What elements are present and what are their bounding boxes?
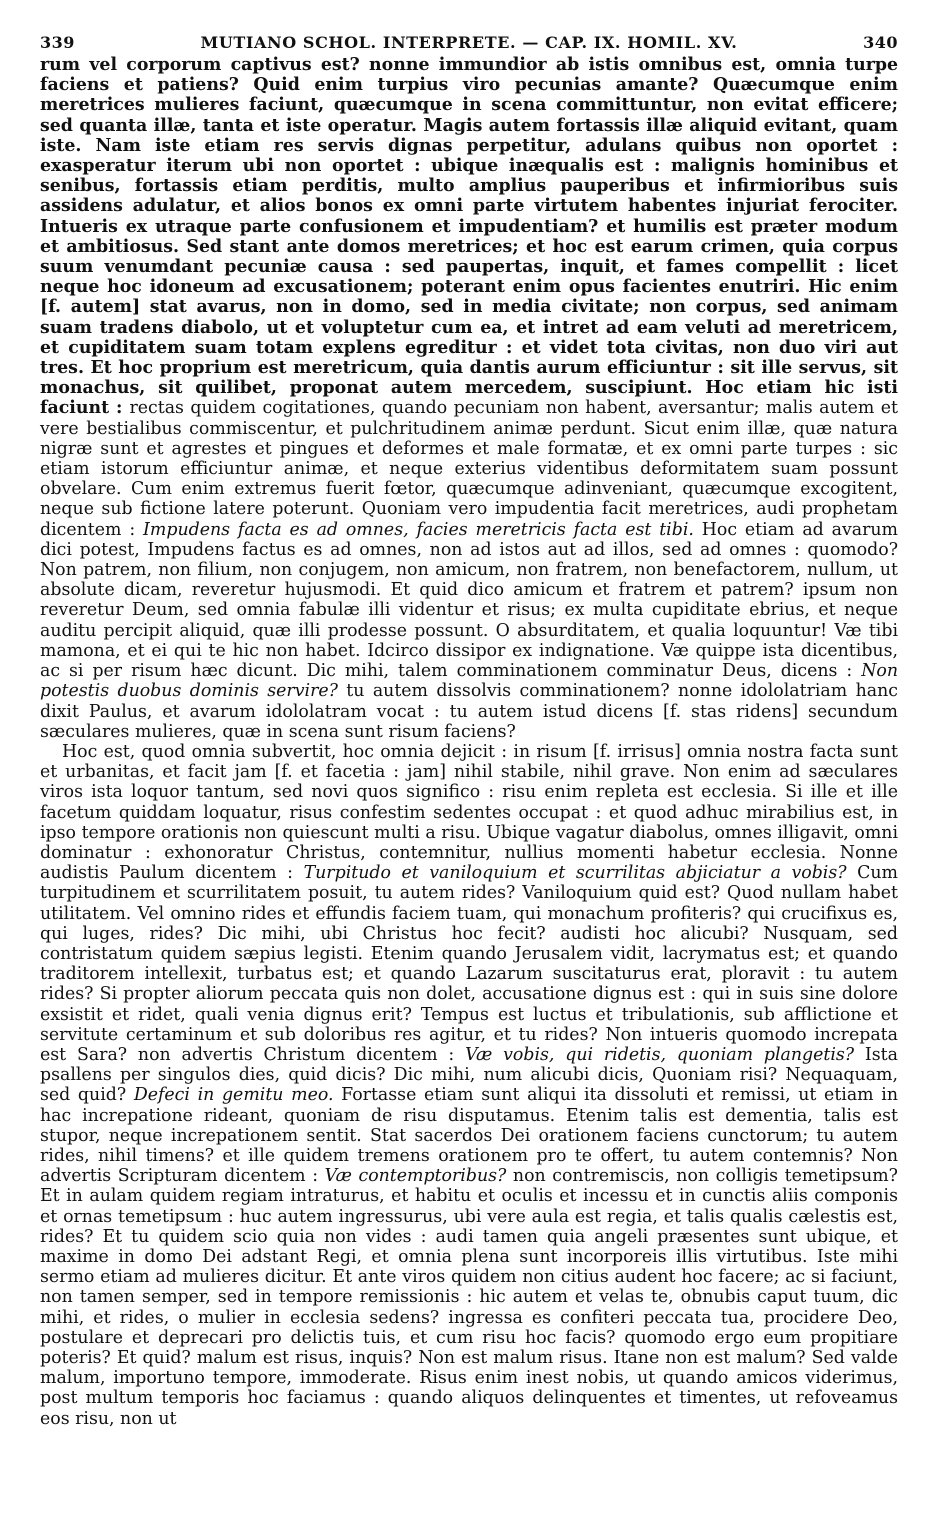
quotation: Defeci in gemitu meo. bbox=[133, 1085, 334, 1106]
text-segment: non contremiscis, non colligis temetipsum? Et in aulam quidem regiam intraturus, et habitu et oculis et incessu et in cunctis aliis componis et ornas temetipsum : huc autem ingressurus, ubi vere aula est regia, et talis qualis cælestis est, rides? Et tu quidem scio quia non vides : audi tamen quia angeli præsentes sunt ubique, et maxime in domo Dei adstant Regi, et omnia plena sunt incorporeis illis virtutibus. Iste mihi sermo etiam ad mulieres dicitur. Et ante viros quidem non citius audent hoc facere; ac si faciunt, non tamen semper, sed in tempore remissionis : hic autem et velas te, obnubis caput tuum, dic mihi, et rides, o mulier in ecclesia sedens? ingressa es confiteri peccata tua, procidere Deo, postulare et deprecari pro delictis tuis, et cum risu hoc facis? quomodo ergo eum propitiare poteris? Et quid? malum est risus, inquis? Non est malum risus. Itane non est malum? Sed valde malum, importuno tempore, immoderate. Risus enim inest nobis, ut quando amicos viderimus, post multum temporis hoc faciamus : quando aliquos delinquentes et timentes, ut refoveamus eos risu, non ut bbox=[40, 1166, 898, 1429]
paragraph-1 bbox=[40, 55, 898, 742]
paragraph-2 bbox=[40, 742, 898, 1429]
body-text bbox=[40, 55, 898, 1429]
text-segment: Cum turpitudinem et scurrilitatem posuit, tu autem rides? Vaniloquium quid est? Quod nullam habet utilitatem. Vel omnino rides et effundis faciem tuam, qui monachum profiteris? qui crucifixus es, qui luges, rides? Dic mihi, ubi Christus hoc fecit? audisti hoc alicubi? Nusquam, sed contristatum quidem sæpius legisti. Etenim quando Jerusalem vidit, lacrymatus est; et quando traditorem intellexit, turbatus est; et quando Lazarum suscitaturus erat, ploravit : tu autem rides? Si propter aliorum peccata quis non dolet, accusatione dignus est : qui in suis sine dolore exsistit et ridet, quali venia dignus erit? Tempus est luctus et tribulationis, sub afflictione et servitute certaminum et sub doloribus res agitur, et tu rides? Non intueris quomodo increpata est Sara? non advertis Christum dicentem : bbox=[40, 863, 898, 1065]
text-segment: Ista psallens per singulos dies, quid dicis? Dic mihi, num alicubi dicis, Quoniam risi? Nequaquam, sed quid? bbox=[40, 1044, 898, 1106]
quotation: Impudens facta es ad omnes, facies meretricis facta est tibi. bbox=[143, 519, 694, 540]
text-segment: rectas quidem cogitationes, quando pecuniam non habent, aversantur; malis autem et vere bestialibus commiscentur, et pulchritudinem animæ perdunt. Sicut enim illæ, quæ natura nigræ sunt et agrestes et pingues et deformes et male formatæ, et ex omni parte turpes : sic etiam istorum efficiuntur animæ, et neque exterius videntibus deformitatem suam possunt obvelare. Cum enim extremus fuerit fœtor, quæcumque adinveniant, quæcumque excogitent, neque sub fictione latere poterunt. Quoniam vero impudentia facit meretrices, audi prophetam dicentem : bbox=[40, 398, 899, 540]
quotation: Væ contemptoribus? bbox=[324, 1166, 507, 1187]
quotation: Turpitudo et vaniloquium et scurrilitas abjiciatur a vobis? bbox=[303, 863, 847, 884]
running-title: MUTIANO SCHOL. INTERPRETE. — CAP. IX. HOMIL. XV. bbox=[200, 33, 738, 52]
text-segment: tu autem dissolvis comminationem? nonne idololatriam hanc dixit Paulus, et avarum idololatram vocat : tu autem istud dicens [f. stas ridens] secundum sæculares mulieres, quæ in scena sunt risum faciens? bbox=[40, 681, 898, 742]
quotation: Væ vobis, qui ridetis, quoniam plangetis? bbox=[465, 1044, 855, 1065]
quotation: Non potestis duobus dominis servire? bbox=[40, 661, 898, 702]
page-number-left: 339 bbox=[40, 33, 75, 52]
running-head bbox=[40, 34, 898, 52]
text-segment: Hoc est, quod omnia subvertit, hoc omnia dejicit : in risum [f. irrisus] omnia nostra facta sunt et urbanitas, et facit jam [f. et facetia : jam] nihil stabile, nihil grave. Non enim ad sæculares viros ista loquor tantum, sed novi quos significo : risu enim repleta est ecclesia. Si ille et ille facetum quiddam loquatur, risus confestim sedentes occupat : et quod adhuc mirabilius est, in ipso tempore orationis non quiescunt multi a risu. Ubique vagatur diabolus, omnes illigavit, omni dominatur : exhonoratur Christus, contemnitur, nullius momenti habetur ecclesia. Nonne audistis Paulum dicentem : bbox=[40, 741, 898, 884]
text-segment: rum vel corporum captivus est? nonne immundior ab istis omnibus est, omnia turpe faciens et patiens? Quid enim turpius viro pecunias amante? Quæcumque enim meretrices mulieres faciunt, quæcumque in scena committuntur, non evitat efficere; sed quanta illæ, tanta et iste operatur. Magis autem fortassis illæ aliquid evitant, quam iste. Nam iste etiam res servis dignas perpetitur, adulans quibus non oportet : exasperatur iterum ubi non oportet : ubique inæqualis est : malignis hominibus et senibus, fortassis etiam perditis, multo amplius pauperibus et infirmioribus suis assidens adulatur, et alios bonos ex omni parte virtutem habentes injuriat ferociter. Intueris ex utraque parte confusionem et impudentiam? et humilis est præter modum et ambitiosus. Sed stant ante domos meretrices; et hoc est earum crimen, quia corpus suum venumdant pecuniæ causa : sed paupertas, inquit, et fames compellit : licet neque hoc idoneum ad excusationem; poterant enim opus facientes enutriri. Hic enim [f. autem] stat avarus, non in domo, sed in media civitate; non corpus, sed animam suam tradens diabolo, ut et voluptetur cum ea, et intret ad eam veluti ad meretricem, et cupiditatem suam totam explens egreditur : et videt tota civitas, non duo viri aut tres. Et hoc proprium est meretricum, quia dantis aurum efficiuntur : sit ille servus, sit monachus, sit quilibet, proponat autem mercedem, suscipiunt. Hoc etiam hic isti faciunt : bbox=[40, 55, 898, 419]
page-number-right: 340 bbox=[863, 33, 898, 52]
text-segment: Hoc etiam ad avarum dici potest, Impudens factus es ad omnes, non ad istos aut ad illos, sed ad omnes : quomodo? Non patrem, non filium, non conjugem, non amicum, non fratrem, non benefactorem, nullum, ut absolute dicam, reveretur hujusmodi. Et quid dico amicum et fratrem et patrem? ipsum non reveretur Deum, sed omnia fabulæ illi videntur et risus; ex multa cupiditate ebrius, et neque auditu percipit aliquid, quæ illi prodesse possunt. O absurditatem, et qualia loquuntur! Væ tibi mamona, et ei qui te hic non habet. Idcirco dissipor ex indignatione. Væ quippe ista dicentibus, ac si per risum hæc dicunt. Dic mihi, talem comminationem comminatur Deus, dicens : bbox=[40, 519, 899, 682]
text-segment: Fortasse etiam sunt aliqui ita dissoluti et remissi, ut etiam in hac increpatione rideant, quoniam de risu disputamus. Etenim talis est dementia, talis est stupor, neque increpationem sentit. Stat sacerdos Dei orationem faciens cunctorum; tu autem rides, nihil timens? et ille quidem tremens orationem pro te offert, tu autem contemnis? Non advertis Scripturam dicentem : bbox=[40, 1085, 899, 1187]
